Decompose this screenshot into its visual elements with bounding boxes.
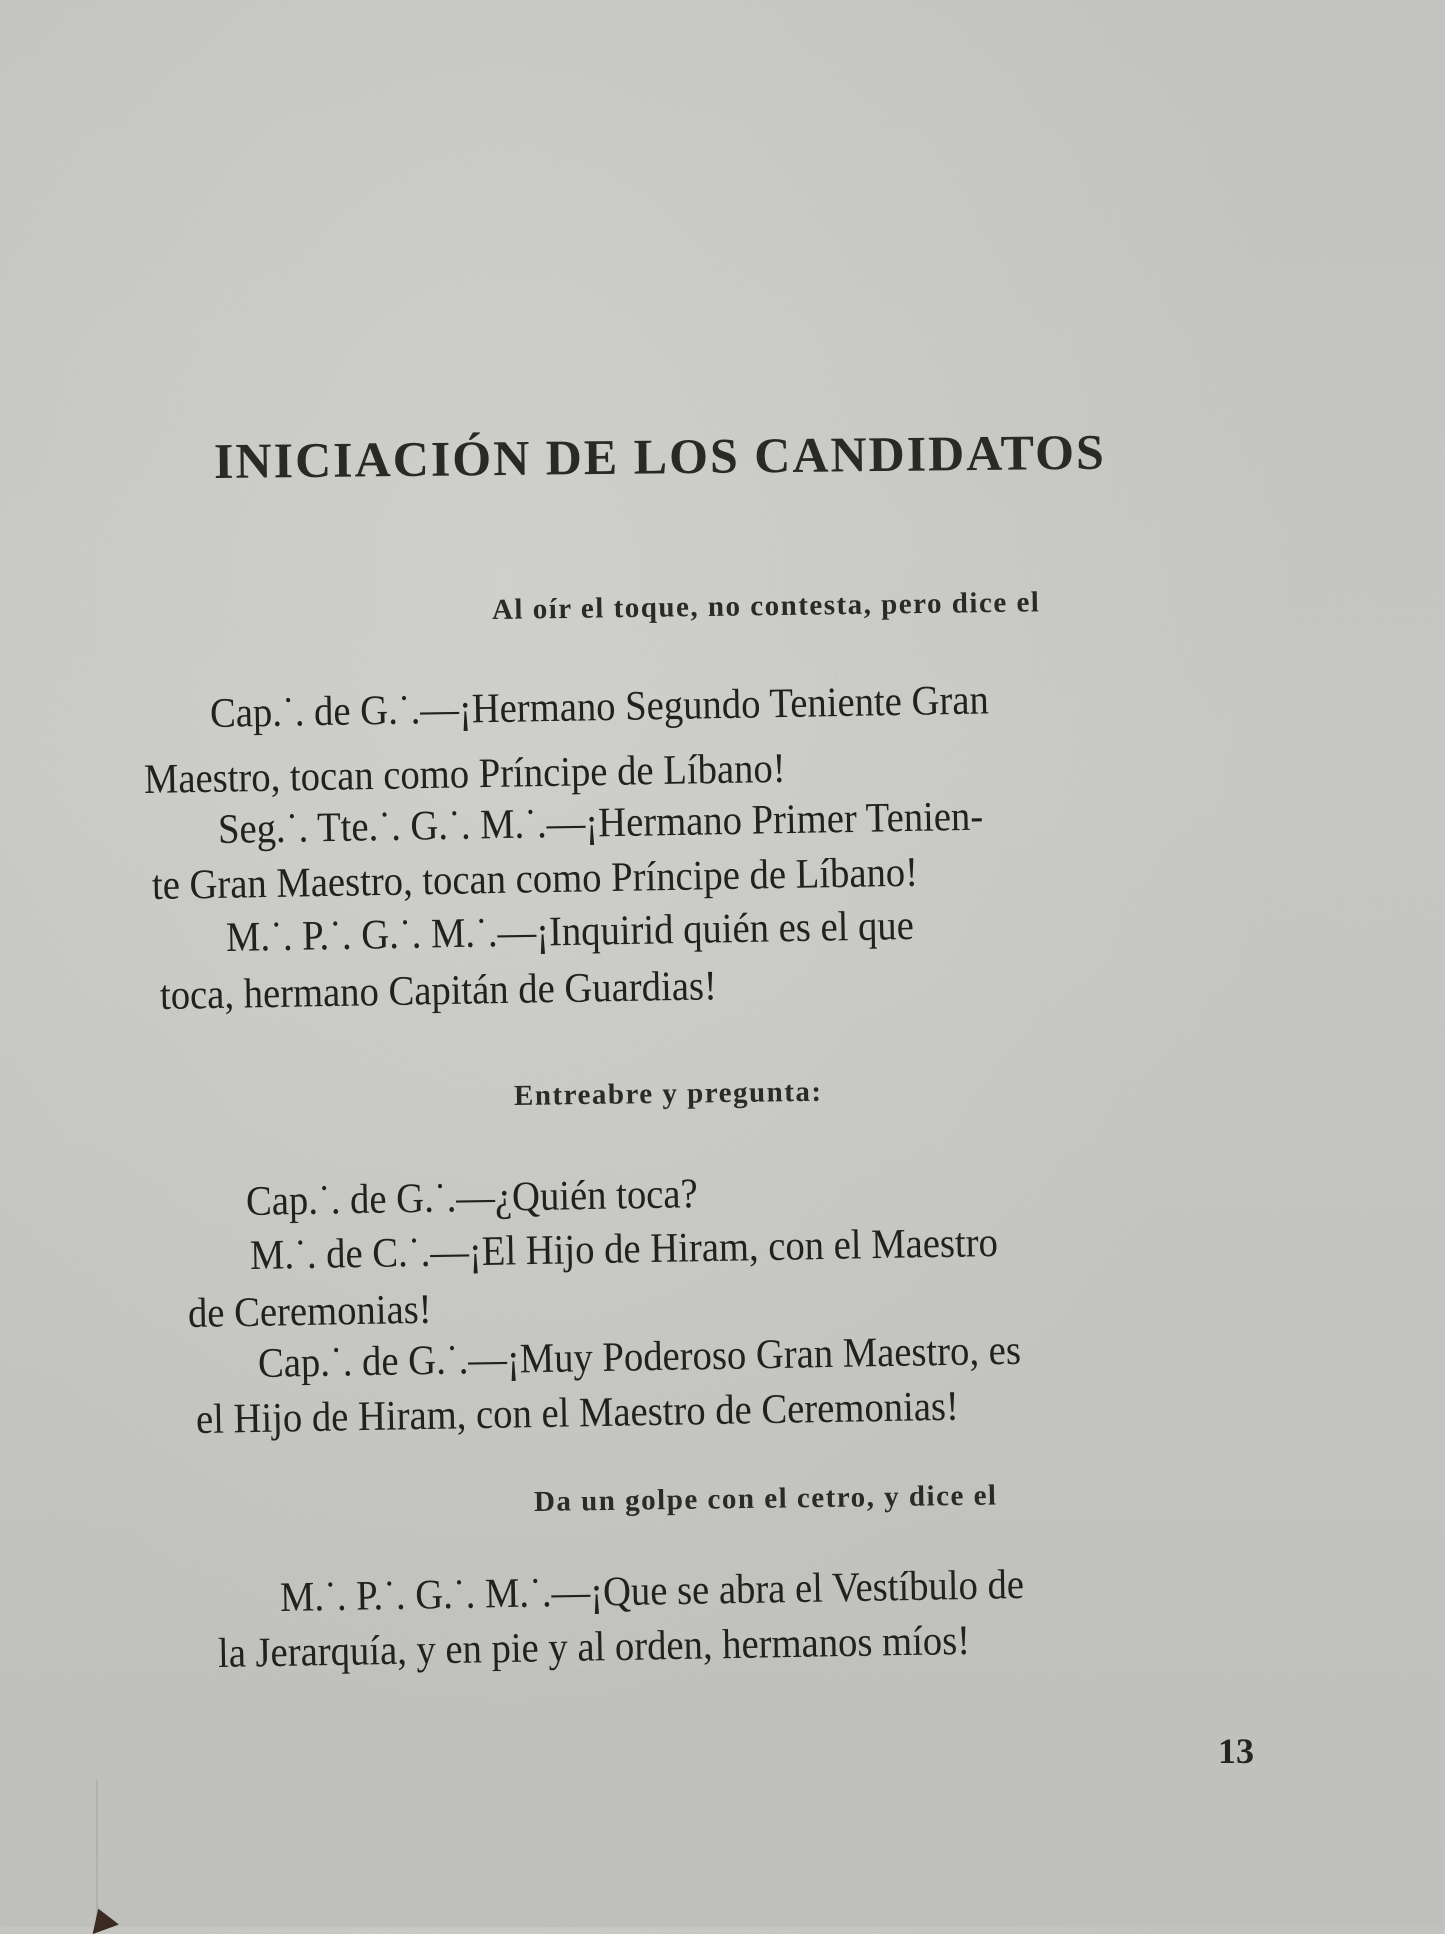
dialogue-line: la Jerarquía, y en pie y al orden, hermanos míos! [217,1617,971,1677]
page-fold-line [96,1780,98,1927]
dialogue-line: Cap.˙. de G.˙.—¡Hermano Segundo Teniente Gran [209,677,990,737]
page-number: 13 [1218,1731,1254,1771]
dialogue-line: de Ceremonias! [187,1286,432,1337]
dialogue-line: M.˙. de C.˙.—¡El Hijo de Hiram, con el Maestro [249,1219,999,1279]
dialogue-line: te Gran Maestro, tocan como Príncipe de Líbano! [151,849,919,909]
dialogue-line: Cap.˙. de G.˙.—¿Quién toca? [245,1171,699,1225]
stage-direction: Da un golpe con el cetro, y dice el [533,1479,998,1518]
corner-shadow [85,1904,119,1934]
stage-direction: Al oír el toque, no contesta, pero dice el [491,586,1041,626]
bleed-through-text [160,40,170,78]
dialogue-line: Cap.˙. de G.˙.—¡Muy Poderoso Gran Maestro, es [257,1327,1022,1387]
dialogue-line: M.˙. P.˙. G.˙. M.˙.—¡Que se abra el Vestíbulo de [279,1562,1025,1621]
dialogue-line: el Hijo de Hiram, con el Maestro de Ceremonias! [195,1383,960,1443]
page-title: INICIACIÓN DE LOS CANDIDATOS [213,423,1107,489]
dialogue-line: Seg.˙. Tte.˙. G.˙. M.˙.—¡Hermano Primer Tenien- [217,793,984,853]
stage-direction: Entreabre y pregunta: [513,1075,823,1112]
dialogue-line: M.˙. P.˙. G.˙. M.˙.—¡Inquirid quién es el que [225,902,915,961]
dialogue-line: Maestro, tocan como Príncipe de Líbano! [143,745,786,803]
dialogue-line: toca, hermano Capitán de Guardias! [159,963,718,1019]
